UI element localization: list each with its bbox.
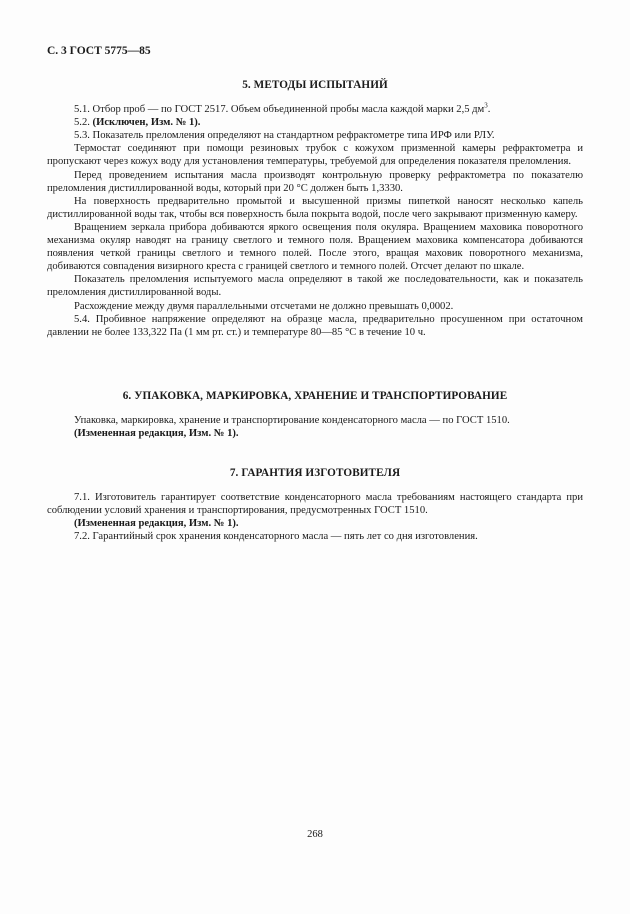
paragraph-5-2-number: 5.2. (74, 117, 93, 129)
section-5 (47, 79, 583, 339)
paragraph-mirror-rotation: Вращением зеркала прибора добиваются яркого освещения поля окуляра. Вращением маховика поворотного механизма окуляр наводят на границу светлого и темного поля. Вращением маховика компенсатора добиваются появления четкой границы светлого и темного полей. После этого, вращая маховик поворотного механизма, добиваются совпадения визирного креста с границей светлого и темного полей. Отсчет делают по шкале. (47, 221, 583, 273)
paragraph-5-2-note: (Исключен, Изм. № 1). (92, 117, 201, 129)
paragraph-7-2: 7.2. Гарантийный срок хранения конденсаторного масла — пять лет со дня изготовления. (74, 531, 478, 543)
superscript-3: 3 (484, 101, 488, 110)
paragraph-discrepancy: Расхождение между двумя параллельными отсчетами не должно превышать 0,0002. (74, 300, 454, 312)
paragraph-5-3: 5.3. Показатель преломления определяют на стандартном рефрактометре типа ИРФ или РЛУ. (74, 130, 495, 142)
page-number: 268 (307, 829, 323, 840)
paragraph-thermostat: Термостат соединяют при помощи резиновых трубок с кожухом призменной камеры рефрактометра и пропускают через кожух воду для установления температуры, требуемой для определения показателя преломления. (47, 143, 583, 168)
paragraph-oil-refraction: Показатель преломления испытуемого масла определяют в такой же последовательности, как и показатель преломления дистиллированной воды. (47, 274, 583, 299)
paragraph-5-2 (47, 116, 583, 129)
section-5-title: 5. МЕТОДЫ ИСПЫТАНИЙ (242, 79, 388, 91)
paragraph-5-1-text: 5.1. Отбор проб — по ГОСТ 2517. Объем объединенной пробы масла каждой марки 2,5 дм (74, 104, 485, 116)
paragraph-5-4: 5.4. Пробивное напряжение определяют на образце масла, предварительно просушенном при остаточном давлении не более 133,322 Па (1 мм рт. ст.) и температуре 80—85 °С в течение 10 ч. (47, 313, 583, 338)
paragraph-7-1: 7.1. Изготовитель гарантирует соответствие конденсаторного масла требованиям настоящего стандарта при соблюдении условий хранения и транспортирования, предусмотренных ГОСТ 1510. (47, 492, 583, 517)
paragraph-5-1 (47, 103, 583, 116)
paragraph-7-amendment: (Измененная редакция, Изм. № 1). (74, 518, 239, 530)
paragraph-6-packaging: Упаковка, маркировка, хранение и транспортирование конденсаторного масла — по ГОСТ 1510. (74, 415, 510, 427)
section-6 (47, 390, 583, 440)
section-7-title: 7. ГАРАНТИЯ ИЗГОТОВИТЕЛЯ (229, 467, 401, 479)
section-6-title: 6. УПАКОВКА, МАРКИРОВКА, ХРАНЕНИЕ И ТРАНСПОРТИРОВАНИЕ (122, 390, 508, 402)
page-header: С. 3 ГОСТ 5775—85 (47, 45, 151, 57)
paragraph-control-check: Перед проведением испытания масла производят контрольную проверку рефрактометра по показателю преломления дистиллированной воды, который при 20 °С должен быть 1,3330. (47, 169, 583, 194)
paragraph-6-amendment: (Измененная редакция, Изм. № 1). (74, 428, 239, 440)
paragraph-prism-surface: На поверхность предварительно промытой и высушенной призмы пипеткой наносят несколько капель дистиллированной воды так, чтобы вся поверхность была покрыта водой, после чего закрывают призменную камеру. (47, 195, 583, 220)
section-7 (47, 467, 583, 543)
paragraph-5-1-end: . (487, 104, 491, 116)
